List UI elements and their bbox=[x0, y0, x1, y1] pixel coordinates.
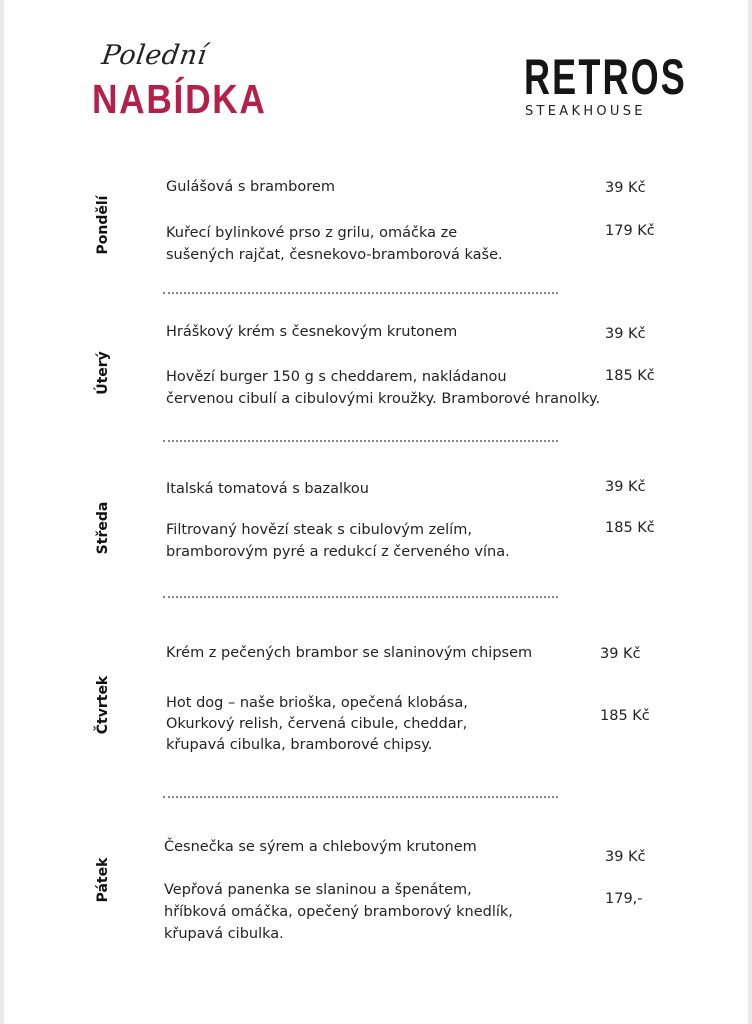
menu-item-price: 39 Kč bbox=[605, 326, 646, 342]
menu-item-price: 179 Kč bbox=[605, 223, 655, 239]
menu-item-text: Krém z pečených brambor se slaninovým chipsem bbox=[166, 645, 533, 661]
day-label-tuesday: Úterý bbox=[95, 351, 111, 395]
menu-item-text: hříbková omáčka, opečený bramborový knedlík, bbox=[164, 904, 513, 920]
menu-item-text: Okurkový relish, červená cibule, cheddar, bbox=[166, 716, 468, 732]
menu-item-price: 39 Kč bbox=[600, 646, 641, 662]
menu-item-text: sušených rajčat, česnekovo-bramborová kaše. bbox=[166, 247, 503, 263]
menu-item-text: Vepřová panenka se slaninou a špenátem, bbox=[164, 882, 472, 898]
day-label-friday: Pátek bbox=[95, 857, 111, 903]
menu-item-price: 39 Kč bbox=[605, 849, 646, 865]
title-main: NABÍDKA bbox=[92, 76, 267, 122]
dotted-divider bbox=[163, 796, 558, 798]
menu-item-text: Hot dog – naše brioška, opečená klobása, bbox=[166, 695, 468, 711]
menu-item-text: Hráškový krém s česnekovým krutonem bbox=[166, 324, 458, 340]
brand-logo: RETROS bbox=[524, 49, 687, 105]
menu-item-text: červenou cibulí a cibulovými kroužky. Bramborové hranolky. bbox=[166, 391, 601, 407]
day-label-thursday: Čtvrtek bbox=[95, 675, 111, 735]
day-label-monday: Pondělí bbox=[95, 195, 111, 255]
menu-item-text: Filtrovaný hovězí steak s cibulovým zelím, bbox=[166, 522, 472, 538]
dotted-divider bbox=[163, 440, 558, 442]
dotted-divider bbox=[163, 596, 558, 598]
menu-item-price: 185 Kč bbox=[605, 368, 655, 384]
menu-item-text: křupavá cibulka, bramborové chipsy. bbox=[166, 737, 433, 753]
menu-item-text: bramborovým pyré a redukcí z červeného vína. bbox=[166, 544, 510, 560]
dotted-divider bbox=[163, 292, 558, 294]
menu-item-text: křupavá cibulka. bbox=[164, 926, 284, 942]
menu-item-price: 39 Kč bbox=[605, 180, 646, 196]
page-edge-left bbox=[0, 0, 4, 1024]
menu-item-text: Česnečka se sýrem a chlebovým krutonem bbox=[164, 839, 477, 855]
menu-item-text: Italská tomatová s bazalkou bbox=[166, 481, 369, 497]
day-label-wednesday: Středa bbox=[95, 501, 111, 555]
title-script: Polední bbox=[99, 40, 209, 71]
page-edge-right bbox=[748, 0, 752, 1024]
menu-item-price: 185 Kč bbox=[600, 708, 650, 724]
brand-subtitle: STEAKHOUSE bbox=[525, 104, 646, 119]
menu-item-text: Gulášová s bramborem bbox=[166, 179, 335, 195]
menu-item-text: Kuřecí bylinkové prso z grilu, omáčka ze bbox=[166, 225, 458, 241]
menu-item-price: 179,- bbox=[605, 891, 643, 907]
menu-item-price: 39 Kč bbox=[605, 479, 646, 495]
menu-item-text: Hovězí burger 150 g s cheddarem, nakládanou bbox=[166, 369, 507, 385]
menu-item-price: 185 Kč bbox=[605, 520, 655, 536]
